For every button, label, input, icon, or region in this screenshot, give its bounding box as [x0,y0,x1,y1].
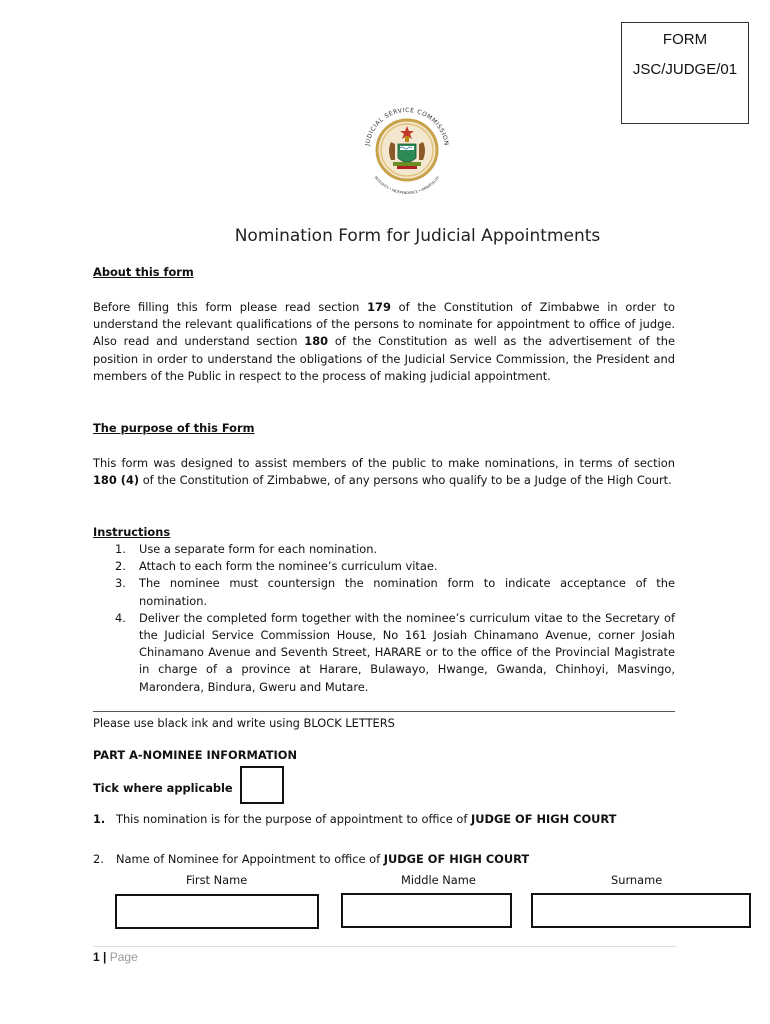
page-title: Nomination Form for Judicial Appointments [234,226,601,246]
middle-name-label: Middle Name [401,873,476,887]
page-number: 1 [93,950,100,964]
form-reference-box [621,22,749,124]
question-2-text: Name of Nominee for Appointment to office of JUDGE OF HIGH COURT [116,852,530,866]
footer-divider [93,946,676,947]
list-item: 4. Deliver the completed form together with the nominee’s curriculum vitae to the Secretary of the Judicial Service Commission House, No 161 Josiah Chinamano Avenue, corner Josiah Chinamano Avenue and Seventh Street, HARARE or to the office of the Provincial Magistrate in charge of a province at Harare, Bulawayo, Hwange, Gwanda, Chinhoyi, Masvingo, Marondera, Bindura, Gweru and Mutare. [115,610,675,694]
tick-checkbox[interactable] [240,766,284,804]
form-code: JSC/JUDGE/01 [632,61,738,78]
instructions-list [93,541,675,696]
first-name-field[interactable] [115,894,319,929]
page-word: Page [109,950,138,964]
divider-line [93,711,675,712]
coat-of-arms-icon [355,98,459,202]
surname-field[interactable] [531,893,751,928]
surname-label: Surname [611,873,663,887]
form-label: FORM [662,31,708,48]
list-item: 2. Attach to each form the nominee’s curriculum vitae. [115,559,438,574]
purpose-paragraph: This form was designed to assist members of the public to make nominations, in terms of section 180 (4) of the Constitution of Zimbabwe, of any persons who qualify to be a Judge of the High Court. [93,456,675,488]
page-footer: 1 | Page [93,950,138,964]
seal-top-text: JUDICIAL SERVICE COMMISSION [364,106,450,147]
first-name-label: First Name [186,873,248,887]
middle-name-field[interactable] [341,893,512,928]
about-paragraph: Before filling this form please read section 179 of the Constitution of Zimbabwe in order to understand the relevant qualifications of the persons to nominate for appointment to office of judge. Also read and understand section 180 of the Constitution as well as the advertisement of the position in order to understand the obligations of the Judicial Service Commission, the President and members of the Public in respect to the process of making judicial appointment. [93,300,675,383]
list-item: 1. Use a separate form for each nomination. [115,542,378,556]
tick-label: Tick where applicable [93,781,233,795]
seal-bottom-text: INTEGRITY • INDEPENDENCE • IMPARTIALITY [373,175,441,196]
list-item: 3. The nominee must countersign the nomination form to indicate acceptance of the nomination. [115,576,675,608]
part-a-heading: PART A-NOMINEE INFORMATION [93,748,298,762]
instructions-heading: Instructions [93,525,171,539]
question-1-text: This nomination is for the purpose of appointment to office of JUDGE OF HIGH COURT [116,812,617,826]
question-1: 1. [93,812,106,826]
question-2-num: 2. [93,852,104,866]
purpose-heading: The purpose of this Form [93,421,255,435]
about-heading: About this form [93,265,194,279]
ink-note: Please use black ink and write using BLOCK LETTERS [93,716,395,730]
